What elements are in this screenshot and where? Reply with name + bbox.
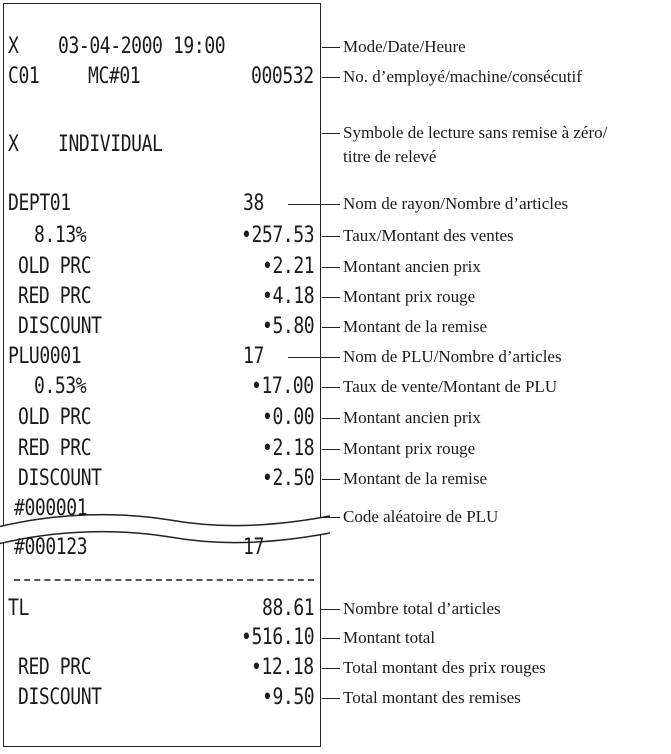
label-total-amount: Montant total: [343, 628, 436, 647]
leader-line-mode-date-time: [322, 47, 340, 48]
total-red-prc-code-left: RED PRC: [18, 655, 92, 680]
label-dept-red-prc: Montant prix rouge: [343, 287, 476, 306]
leader-line-plu-code: [322, 517, 340, 518]
label-report-title-2: titre de relevé: [343, 147, 437, 166]
dept-red-prc-code-right: •4.18: [261, 284, 314, 309]
label-total-items: Nombre total d’articles: [343, 599, 501, 618]
leader-line-plu-name: [288, 357, 340, 358]
plu-code-2-code-left: #000123: [14, 535, 88, 560]
label-total-red-prc: Total montant des prix rouges: [343, 658, 546, 677]
total-discount-code-left: DISCOUNT: [18, 685, 102, 710]
label-plu-code: Code aléatoire de PLU: [343, 507, 499, 526]
total-items-code-right: 88.61: [261, 596, 314, 621]
plu-discount-code-left: DISCOUNT: [18, 466, 102, 491]
dept-old-prc-code-left: OLD PRC: [18, 254, 92, 279]
label-mode-date-time: Mode/Date/Heure: [343, 37, 466, 56]
plu-code-2-code-right: 17: [243, 535, 264, 560]
dept-discount-code-right: •5.80: [261, 314, 314, 339]
leader-line-plu-rate: [322, 387, 340, 388]
label-dept-rate: Taux/Montant des ventes: [343, 226, 514, 245]
dept-red-prc-code-left: RED PRC: [18, 284, 92, 309]
label-plu-name: Nom de PLU/Nombre d’articles: [343, 347, 562, 366]
leader-line-plu-discount: [322, 479, 340, 480]
dept-name-code-right: 38: [243, 191, 264, 216]
leader-line-total-items: [320, 609, 340, 610]
mode-date-time-code-left: X: [8, 34, 19, 59]
label-report-title-1: Symbole de lecture sans remise à zéro/: [343, 123, 608, 142]
leader-line-total-red-prc: [322, 668, 340, 669]
leader-line-dept-red-prc: [322, 297, 340, 298]
plu-name-code-left: PLU0001: [8, 344, 82, 369]
plu-discount-code-right: •2.50: [261, 466, 314, 491]
label-plu-rate: Taux de vente/Montant de PLU: [343, 377, 558, 396]
label-total-discount: Total montant des remises: [343, 688, 521, 707]
leader-line-total-amount: [322, 638, 340, 639]
plu-red-prc-code-right: •2.18: [261, 436, 314, 461]
employee-machine-code-middle: MC#01: [88, 64, 141, 89]
dept-name-code-left: DEPT01: [8, 191, 71, 216]
label-plu-old-prc: Montant ancien prix: [343, 408, 481, 427]
plu-red-prc-code-left: RED PRC: [18, 436, 92, 461]
total-amount-code-right: •516.10: [240, 625, 314, 650]
total-discount-code-right: •9.50: [261, 685, 314, 710]
leader-line-employee-machine: [322, 77, 340, 78]
leader-line-report-title-1: [322, 133, 340, 134]
total-items-code-left: TL: [8, 596, 29, 621]
report-title-code-left: X: [8, 132, 19, 157]
label-employee-machine: No. d’employé/machine/consécutif: [343, 67, 582, 86]
dept-rate-code-left: 8.13%: [34, 223, 87, 248]
leader-line-dept-name: [288, 204, 340, 205]
leader-line-dept-old-prc: [322, 267, 340, 268]
leader-line-dept-discount: [322, 327, 340, 328]
plu-old-prc-code-right: •0.00: [261, 405, 314, 430]
mode-date-time-code-middle: 03-04-2000 19:00: [58, 34, 226, 59]
label-dept-discount: Montant de la remise: [343, 317, 487, 336]
plu-rate-code-right: •17.00: [251, 374, 314, 399]
leader-line-plu-old-prc: [322, 418, 340, 419]
leader-line-total-discount: [322, 698, 340, 699]
label-dept-name: Nom de rayon/Nombre d’articles: [343, 194, 569, 213]
dept-old-prc-code-right: •2.21: [261, 254, 314, 279]
employee-machine-code-left: C01: [8, 64, 40, 89]
label-dept-old-prc: Montant ancien prix: [343, 257, 481, 276]
leader-line-dept-rate: [322, 236, 340, 237]
total-red-prc-code-right: •12.18: [251, 655, 314, 680]
plu-code-1-code-left: #000001: [14, 496, 88, 521]
leader-line-plu-red-prc: [322, 449, 340, 450]
label-plu-red-prc: Montant prix rouge: [343, 439, 476, 458]
plu-name-code-right: 17: [243, 344, 264, 369]
dept-discount-code-left: DISCOUNT: [18, 314, 102, 339]
report-title-code-middle: INDIVIDUAL: [58, 132, 163, 157]
plu-rate-code-left: 0.53%: [34, 374, 87, 399]
label-plu-discount: Montant de la remise: [343, 469, 487, 488]
employee-machine-code-right: 000532: [251, 64, 314, 89]
plu-old-prc-code-left: OLD PRC: [18, 405, 92, 430]
dept-rate-code-right: •257.53: [240, 223, 314, 248]
